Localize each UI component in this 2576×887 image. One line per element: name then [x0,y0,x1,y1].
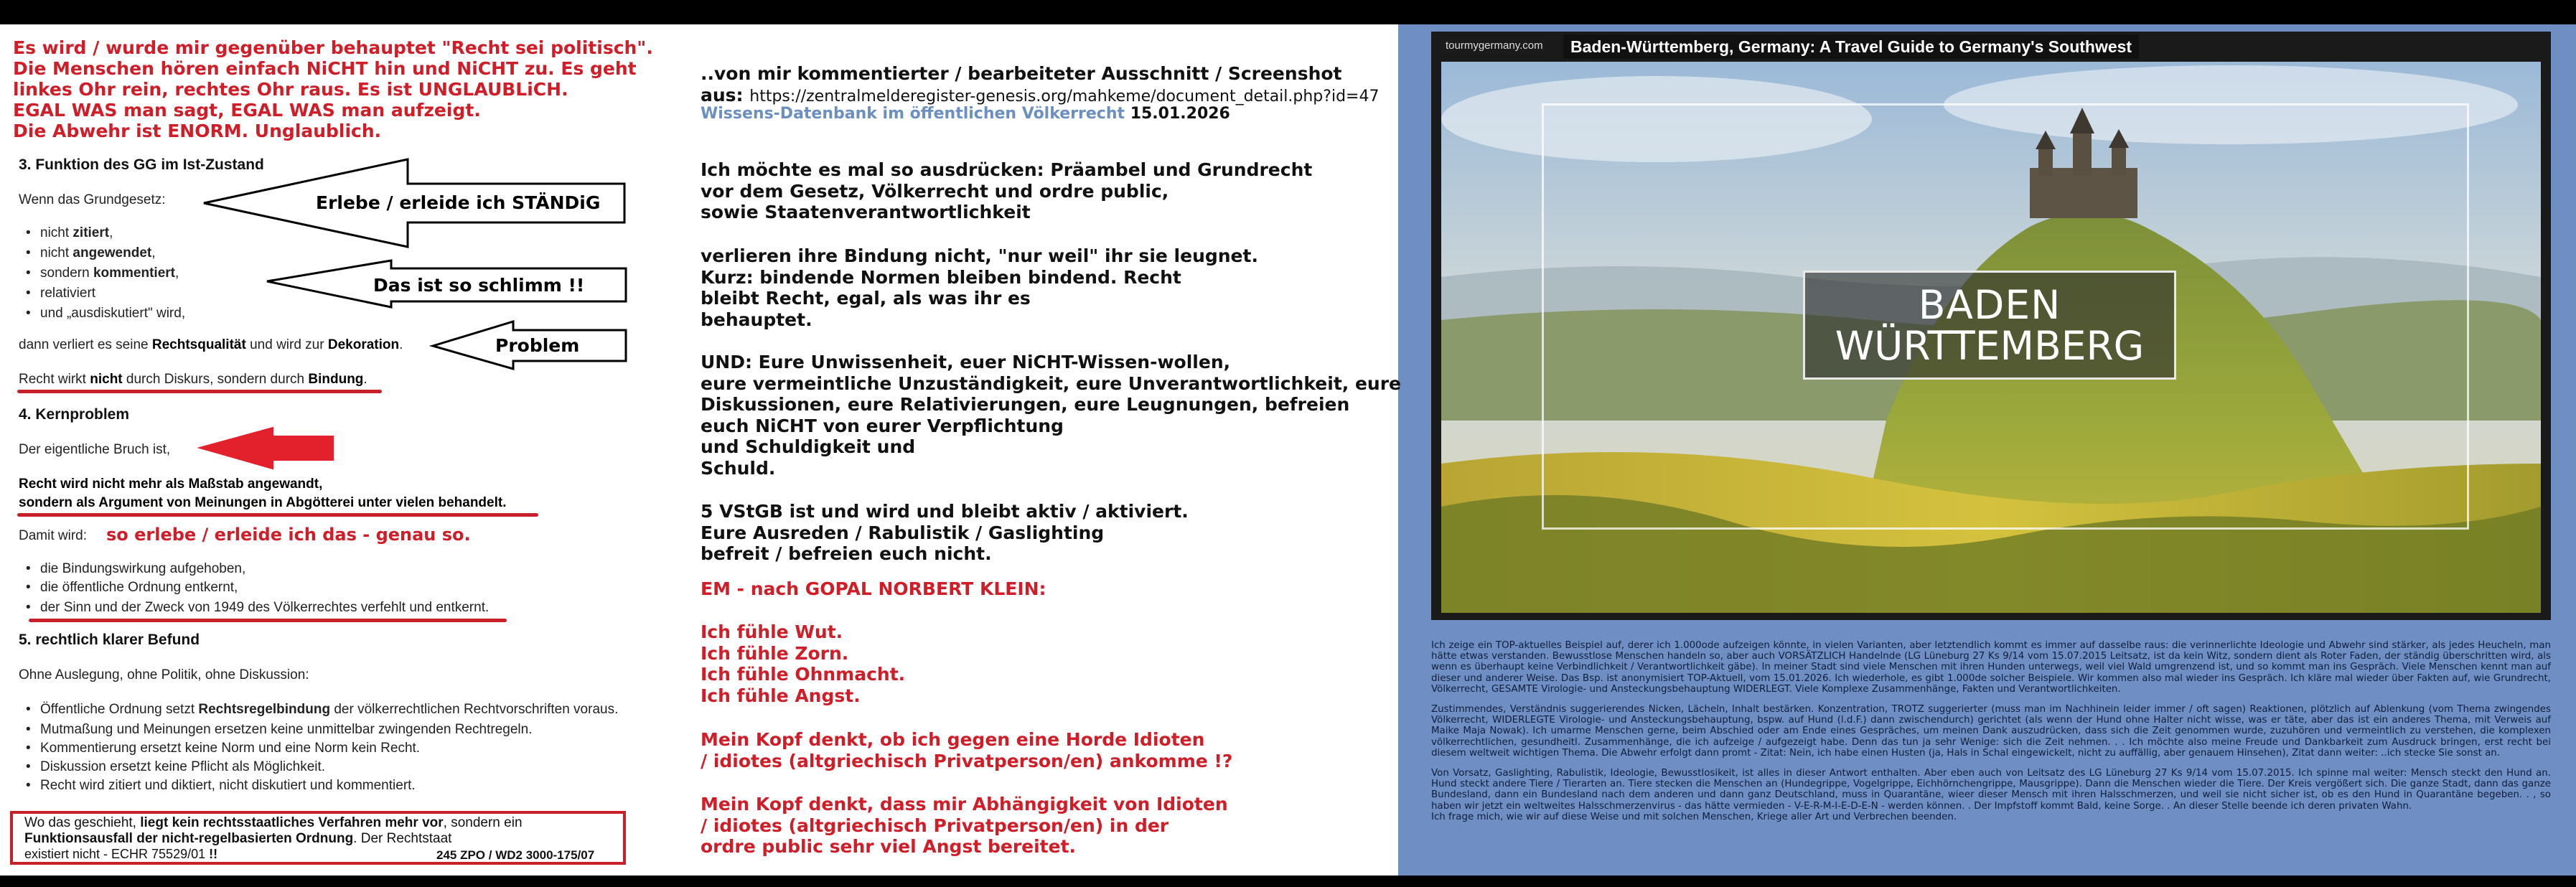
list-item: • Öffentliche Ordnung setzt Rechtsregelbindung der völkerrechtlichen Rechtvorschriften voraus. [26,702,618,718]
section-3-title: 3. Funktion des GG im Ist-Zustand [19,156,264,173]
red-comment: so erlebe / erleide ich das - genau so. [106,525,471,545]
list-item: • Kommentierung ersetzt keine Norm und eine Norm kein Recht. [26,741,420,756]
red-underline [29,619,507,622]
header-line: Es wird / wurde mir gegenüber behauptet "Recht sei politisch". [13,37,653,58]
section-4-intro: Der eigentliche Bruch ist, [19,442,171,457]
list-item: • Recht wird zitiert und diktiert, nicht diskutiert und kommentiert. [26,778,416,794]
header-line: Die Abwehr ist ENORM. Unglaublich. [13,121,382,141]
section-3-intro: Wenn das Grundgesetz: [19,192,166,207]
badge-line: WÜRTTEMBERG [1835,323,2145,369]
source-database: Wissens-Datenbank im öffentlichen Völkerrecht 15.01.2026 [701,105,1230,123]
list-item: • und „ausdiskutiert" wird, [26,306,185,322]
list-item: • die Bindungswirkung aufgehoben, [26,561,245,577]
box-line: Funktionsausfall der nicht-regelbasierten Ordnung. Der Rechtstaat [24,831,452,846]
mid-paragraph-1: Ich möchte es mal so ausdrücken: Präambel und Grundrecht vor dem Gesetz, Völkerrecht und ordre public, sowie Staatenverantwortlichkeit [701,159,1313,222]
header-line: EGAL WAS man sagt, EGAL WAS man aufzeigt. [13,100,481,121]
section-5-intro: Ohne Auslegung, ohne Politik, ohne Diskussion: [19,667,309,682]
list-item: • Diskussion ersetzt keine Pflicht als Möglichkeit. [26,759,325,775]
arrow-label: Das ist so schlimm !! [373,275,585,296]
section-3-then: dann verliert es seine Rechtsqualität und wird zur Dekoration. [19,337,403,352]
section-4-bold-1: Recht wird nicht mehr als Maßstab angewandt, [19,477,323,492]
header-line: linkes Ohr rein, rechtes Ohr raus. Es ist UNGLAUBLiCH. [13,79,568,100]
mid-red-thought-2: Mein Kopf denkt, dass mir Abhängigkeit von Idioten / idiotes (altgriechisch Privatperson/en) in der ordre public sehr viel Angst bereitet. [701,794,1228,857]
box-reference: 245 ZPO / WD2 3000-175/07 [436,848,595,862]
source-url[interactable]: aus: https://zentralmelderegister-genesis.org/mahkeme/document_detail.php?id=47 [701,85,1380,105]
box-line: existiert nicht - ECHR 75529/01 !! [24,847,218,861]
section-4-bold-2: sondern als Argument von Meinungen in Abgötterei unter vielen behandelt. [19,495,507,510]
right-text [1431,640,2551,832]
mid-paragraph-4: 5 VStGB ist und wird und bleibt aktiv / aktiviert. Eure Ausreden / Rabulistik / Gaslighting befreit / befreien euch nicht. [701,501,1189,564]
mid-red-thought-1: Mein Kopf denkt, ob ich gegen eine Horde Idioten / idiotes (altgriechisch Privatperson/en) ankomme !? [701,729,1233,771]
list-item: • sondern kommentiert, [26,266,179,281]
paragraph: Ich zeige ein TOP-aktuelles Beispiel auf, derer ich 1.000ode aufzeigen könnte, in vielen Varianten, aber letztendlich kommt es immer auf dasselbe raus: die verinnerlichte Ideologie und Abwehr sind stärker, als jedes Heucheln, man hätte etwas verstanden. Bewusstlose Menschen handeln so, aber auch VORSÄTZLICH Handelnde (LG Lüneburg 27 Ks 9/14 vom 15.07.2015 Leitsatz, ist da kein Witz, sondern dient als Roter Faden, der ständig überschritten wird, als wenn es überhaupt keine Verbindlichkeit / Verantwortlichkeit gäbe). In meiner Stadt sind viele Menschen mit ihren Hunden unterwegs, weil viel Wald umgrenzend ist, und so kommt man ins Gespräch. Viele Menschen kennt man auf dieser und anderer Weise. Das Bsp. ist anonymisiert TOP-Aktuell, vom 15.01.2026. Ich wiederhole, es gibt 1.000de solcher Beispiele. Wir kommen also mal wieder ins Gespräch. Ich kläre mal wieder über Fakten auf, wie Grundrecht, Völkerrecht, GESAMTE Virologie- und Ansteckungsbehauptung WIDERLEGT. Viele Komplexe Zusammenhänge, Fakten und Verantwortlichkeiten. [1431,640,2551,695]
source-note: ..von mir kommentierter / bearbeiteter Ausschnitt / Screenshot [701,63,1342,84]
mid-paragraph-3: UND: Eure Unwissenheit, euer NiCHT-Wissen-wollen, eure vermeintliche Unzuständigkeit, eure Unverantwortlichkeit, eure Diskussionen, eure Relativierungen, eure Leugnungen, befreien euch NiCHT von eurer Verpflichtung und Schuldigkeit und Schuld. [701,352,1402,479]
box-line: Wo das geschieht, liegt kein rechtsstaatliches Verfahren mehr vor, sondern ein [24,815,523,830]
mid-paragraph-2: verlieren ihre Bindung nicht, "nur weil" ihr sie leugnet. Kurz: bindende Normen bleiben bindend. Recht bleibt Recht, egal, als was ihr es behauptet. [701,245,1258,330]
section-4-title: 4. Kernproblem [19,406,130,423]
red-arrow [200,428,333,469]
red-underline [17,513,538,517]
list-item: • der Sinn und der Zweck von 1949 des Völkerrechtes verfehlt und entkernt. [26,600,489,616]
list-item: • die öffentliche Ordnung entkernt, [26,580,238,596]
mid-red-heading: EM - nach GOPAL NORBERT KLEIN: [701,578,1046,599]
badge-line: BADEN [1918,282,2061,328]
arrow-label: Problem [495,335,580,356]
section-5-title: 5. rechtlich klarer Befund [19,632,200,648]
image-title: Baden-Württemberg, Germany: A Travel Guide to Germany's Southwest [1563,34,2139,59]
list-item: • relativiert [26,286,95,301]
site-caption: tourmygermany.com [1441,37,1547,54]
mid-red-feelings: Ich fühle Wut. Ich fühle Zorn. Ich fühle Ohnmacht. Ich fühle Angst. [701,621,906,706]
section-4-damit: Damit wird: [19,528,88,543]
list-item: • nicht angewendet, [26,245,156,261]
paragraph: Zustimmendes, Verständnis suggerierendes Nicken, Lächeln, Inhalt bestärken. Konzentration, TROTZ suggerierter (muss man im Nachhinein leider immer / oft sagen) Reaktionen, plötzlich auf Ablenkung (vom Thema zwingendes Völkerrecht, WIDERLEGTE Virologie- und Ansteckungsbehauptung, bspw. auf Hund (l.d.F.) dann zwischendurch) gerichtet (als wenn der Hund ohne Halter nicht wisse, was er täte, aber das ist ein anderes Thema, mit Verweis auf Maike Maja Nowak). Ich umarme Menschen gerne, beim Abschied oder am Ende eines Gespräches, um meinen Dank auszudrücken, dass sich die Zeit genommen wurde, zuzuhören und vermeintlich zu verstehen, die komplexen völkerrechtlichen, gesundheitl. Zusammenhänge, die ich aufzeige / aufgezeigt habe. Denn das tun ja sehr Wenige: sich die Zeit nehmen. . . Ich möchte also meine Freude und Dankbarkeit zum Ausdruck bringen, erst recht bei diesem weltweit wichtigen Thema. Die Abwehr erfolgt dann promt - Zitat: Nein, ich habe einen Husten (ja, Hals in Schal eingewickelt, nicht zu auffällig, aber genauem Hinsehen), Zitat dann weiter: ..ich stecke Sie sonst an. [1431,704,2551,759]
header-line: Die Menschen hören einfach NiCHT hin und NiCHT zu. Es geht [13,58,637,79]
list-item: • Mutmaßung und Meinungen ersetzen keine unmittelbar zwingenden Rechtregeln. [26,722,532,738]
paragraph: Von Vorsatz, Gaslighting, Rabulistik, Ideologie, Bewusstlosikeit, ist alles in dieser Antwort enthalten. Aber eben auch von Leitsatz des LG Lüneburg 27 Ks 9/14 vom 15.07.2015. Ich spinne mal weiter: Mensch steckt den Hund an. Hund steckt andere Tiere / Tierarten an. Tiere stecken die Menschen an (Hundegrippe, Vogelgrippe, Eichhörnchengrippe, Mausgrippe). Dann die Menschen wieder die Tiere. Der Kreis vergößert sich. Die ganze Stadt, dann das ganze Bundesland, dann ein Bundesland nach dem anderen und dann ganz Deutschland, muss in Quarantäne, wieer dieser Mensch mit ihren Halsschmerzen, und weil sie nicht sicher ist, ob es den Hund in Quarantäne begeben. . , so haben wir jetzt ein weltweites Halsschmerzenvirus - das hätte vermieden - V-E-R-M-I-E-D-E-N - werden können. . Der Impfstoff kommt Bald, keine Sorge. . An dieser Stelle beende ich deren privaten Wahn. [1431,768,2551,812]
section-3-law: Recht wirkt nicht durch Diskurs, sondern durch Bindung. [19,372,367,387]
list-item: • nicht zitiert, [26,225,113,241]
paragraph: Ich frage mich, wie wir auf diese Weise und mit solchen Menschen, Kriege aller Art und Verbrechen beenden. [1431,811,1957,822]
arrow-label: Erlebe / erleide ich STÄNDiG [316,192,601,213]
